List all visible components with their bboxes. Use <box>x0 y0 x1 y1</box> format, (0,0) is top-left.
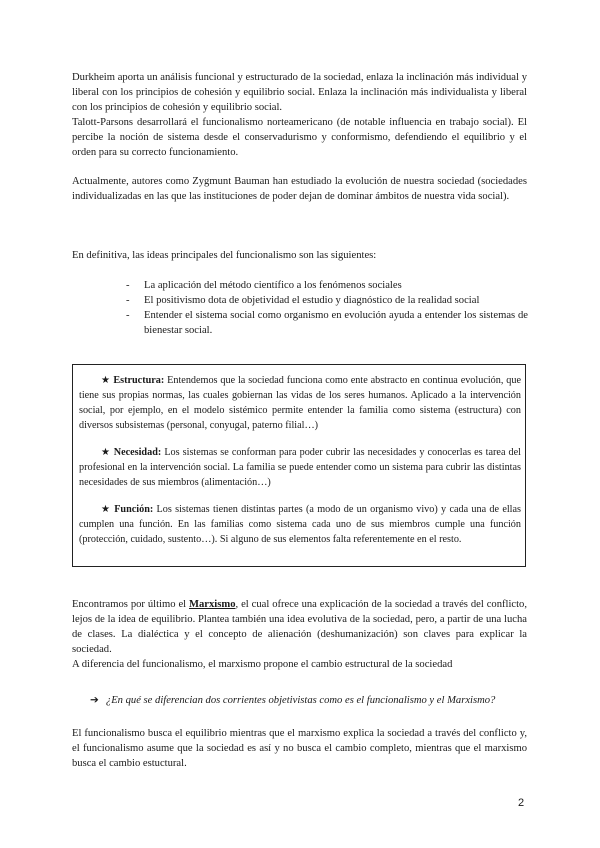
paragraph-bauman: Actualmente, autores como Zygmunt Bauman han estudiado la evolución de nuestra sociedad (sociedades individualizadas en las que las instituciones de poder dejan de dominar ámbitos de nuestra vida social). <box>72 176 527 202</box>
concept-estructura: ★ Estructura: Entendemos que la sociedad funciona como ente abstracto en continua evolución, que tiene sus propias normas, las cuales gobiernan las vidas de los seres humanos. Aplicado a la intervención social, por ejemplo, en el modelo sistémico permite entender la familia como sistema (estructura) con diversos subsistemas (personal, conyugal, paterno filial…) <box>79 375 521 431</box>
paragraph-difference: A diferencia del funcionalismo, el marxismo propone el cambio estructural de la sociedad <box>72 659 453 670</box>
star-icon: ★ <box>101 504 115 515</box>
paragraph-durkheim: Durkheim aporta un análisis funcional y estructurado de la sociedad, enlaza la inclinación más individual y liberal con los principios de cohesión y equilibrio social. Enlaza la inclinación más individualista y liberal con los principios de cohesión y equilibrio social. <box>72 72 527 113</box>
concept-funcion: ★ Función: Los sistemas tienen distintas partes (a modo de un organismo vivo) y cada una de ellas cumplen una función. En las familias como sistema cada uno de sus miembros cumple una función (protección, cuidado, sustento…). Si alguno de sus elementos falta referentemente en el resto. <box>79 504 521 545</box>
concept-necesidad: ★ Necesidad: Los sistemas se conforman para poder cubrir las necesidades y conocerlas es tarea del profesional en la intervención social. La familia se puede entender como un sistema para cubrir las distintas necesidades de sus miembros (alimentación…) <box>79 447 521 488</box>
list-item: - La aplicación del método científico a los fenómenos sociales <box>126 280 402 291</box>
paragraph-answer: El funcionalismo busca el equilibrio mientras que el marxismo explica la sociedad a través del conflicto y, el funcionalismo asume que la sociedad es así y no busca el cambio completo, mientras que el marxismo busca el cambio estuctural. <box>72 728 527 769</box>
paragraph-marxismo: Encontramos por último el Marxismo, el cual ofrece una explicación de la sociedad a través del conflicto, lejos de la idea de equilibrio. Plantea también una idea evolutiva de la sociedad, pero, a partir de una lucha de clases. La dialéctica y el concepto de alienación (deshumanización) son claves para explicar la sociedad. <box>72 599 528 655</box>
list-item: - Entender el sistema social como organismo en evolución ayuda a entender los sistemas de bienestar social. <box>126 310 528 336</box>
star-icon: ★ <box>101 447 114 458</box>
question-text: ¿En qué se diferencian dos corrientes objetivistas como es el funcionalismo y el Marxismo? <box>105 695 496 706</box>
functionalism-ideas-list <box>126 278 528 338</box>
star-icon: ★ <box>101 375 114 386</box>
concepts-box <box>72 364 526 567</box>
paragraph-list-intro: En definitiva, las ideas principales del funcionalismo son las siguientes: <box>72 250 377 261</box>
page-number: 2 <box>518 797 525 809</box>
arrow-right-icon: ➔ <box>90 695 99 706</box>
paragraph-parsons: Talott-Parsons desarrollará el funcionalismo norteamericano (de notable influencia en trabajo social). El percibe la noción de sistema desde el conservadurismo y conformismo, defendiendo el equilibrio y el orden para su correcto funcionamiento. <box>72 117 527 158</box>
list-item: - El positivismo dota de objetividad el estudio y diagnóstico de la realidad social <box>126 295 480 306</box>
question-line <box>90 694 495 706</box>
